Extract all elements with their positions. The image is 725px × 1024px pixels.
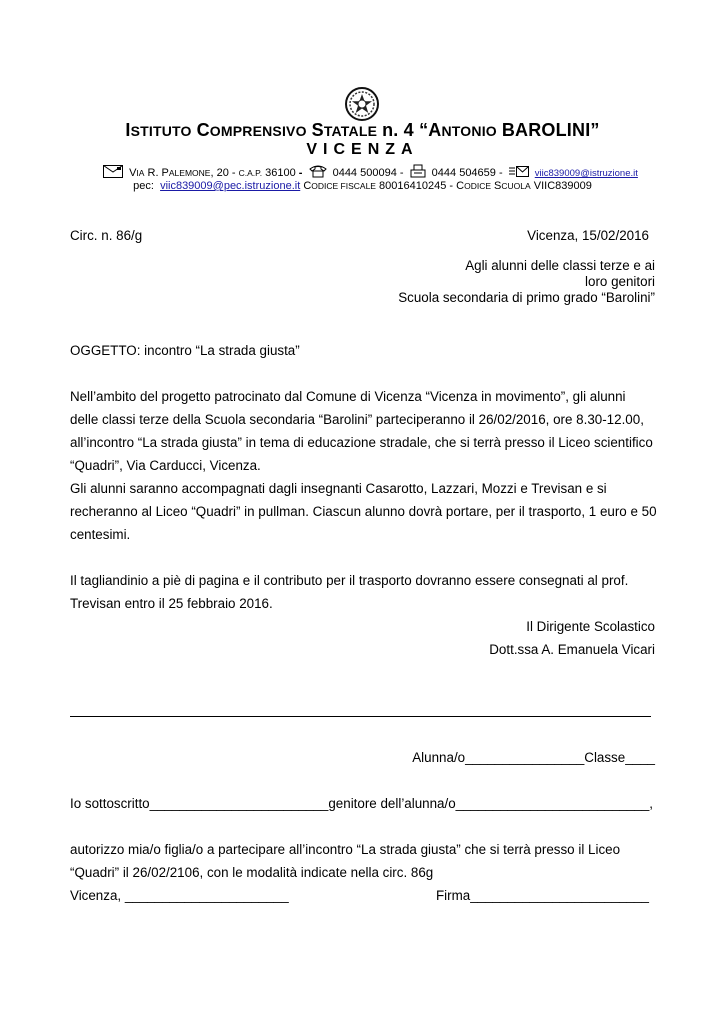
authorization-line: autorizzo mia/o figlia/o a partecipare all’incontro “La strada giusta” che si terrà presso il Liceo bbox=[70, 842, 621, 857]
republic-emblem-icon bbox=[344, 86, 380, 122]
authorization-line: “Quadri” il 26/02/2106, con le modalità indicate nella circ. 86g bbox=[70, 865, 434, 880]
paragraph-line: centesimi. bbox=[70, 527, 131, 542]
paragraph-line: Il tagliandinio a piè di pagina e il contributo per il trasporto dovranno essere consegnati al prof. bbox=[70, 573, 629, 588]
place-field: Vicenza, ______________________ bbox=[70, 888, 289, 903]
parent-name-field: Io sottoscritto________________________genitore dell’alunna/o__________________________, bbox=[70, 796, 654, 811]
paragraph-line: delle classi terze della Scuola secondaria “Barolini” parteciperanno il 26/02/2016, ore 8.30-12.00, bbox=[70, 412, 644, 427]
email-link[interactable]: viic839009@istruzione.it bbox=[534, 168, 638, 179]
school-name: ISTITUTO COMPRENSIVO STATALE n. 4 “ANTONIO BAROLINI” bbox=[125, 120, 600, 140]
paragraph-line: recheranno al Liceo “Quadri” in pullman. Ciascun alunno dovrà portare, per il trasporto, 1 euro e 50 bbox=[70, 504, 657, 519]
signature-field: Firma________________________ bbox=[436, 888, 649, 903]
recipient-line: Scuola secondaria di primo grado “Barolini” bbox=[398, 290, 655, 305]
fax-number: 0444 504659 bbox=[431, 167, 496, 179]
subject-line: OGGETTO: incontro “La strada giusta” bbox=[70, 343, 300, 358]
contact-line: VIA R. PALEMONE, 20 - C.A.P. 36100 - 0444 500094 - 0444 504659 - viic839009@istruzione.it bbox=[100, 164, 638, 179]
telephone-icon bbox=[309, 164, 327, 178]
circular-number: Circ. n. 86/g bbox=[70, 228, 143, 243]
paragraph-line: Trevisan entro il 25 febbraio 2016. bbox=[70, 596, 273, 611]
cut-line-divider bbox=[70, 716, 651, 717]
phone-number: 0444 500094 bbox=[332, 167, 397, 179]
signature-name: Dott.ssa A. Emanuela Vicari bbox=[489, 642, 655, 657]
paragraph-line: Gli alunni saranno accompagnati dagli insegnanti Casarotto, Lazzari, Mozzi e Trevisan e si bbox=[70, 481, 607, 496]
letter-date: Vicenza, 15/02/2016 bbox=[527, 228, 649, 243]
envelope-icon bbox=[103, 165, 123, 178]
pec-link[interactable]: viic839009@pec.istruzione.it bbox=[160, 180, 301, 192]
recipient-line: loro genitori bbox=[585, 274, 655, 289]
student-class-field: Alunna/o________________Classe____ bbox=[412, 750, 655, 765]
contact-line-2: pec: viic839009@pec.istruzione.it CODICE FISCALE 80016410245 - CODICE SCUOLA VIIC839009 bbox=[133, 180, 592, 192]
fax-icon bbox=[410, 164, 426, 178]
paragraph-line: Nell’ambito del progetto patrocinato dal Comune di Vicenza “Vicenza in movimento”, gli alunni bbox=[70, 389, 626, 404]
paragraph-line: all’incontro “La strada giusta” in tema di educazione stradale, che si terrà presso il Liceo scientifico bbox=[70, 435, 653, 450]
signature-title: Il Dirigente Scolastico bbox=[526, 619, 655, 634]
email-icon bbox=[509, 165, 529, 178]
paragraph-line: “Quadri”, Via Carducci, Vicenza. bbox=[70, 458, 261, 473]
recipient-line: Agli alunni delle classi terze e ai bbox=[465, 258, 655, 273]
school-city: VICENZA bbox=[306, 141, 419, 158]
